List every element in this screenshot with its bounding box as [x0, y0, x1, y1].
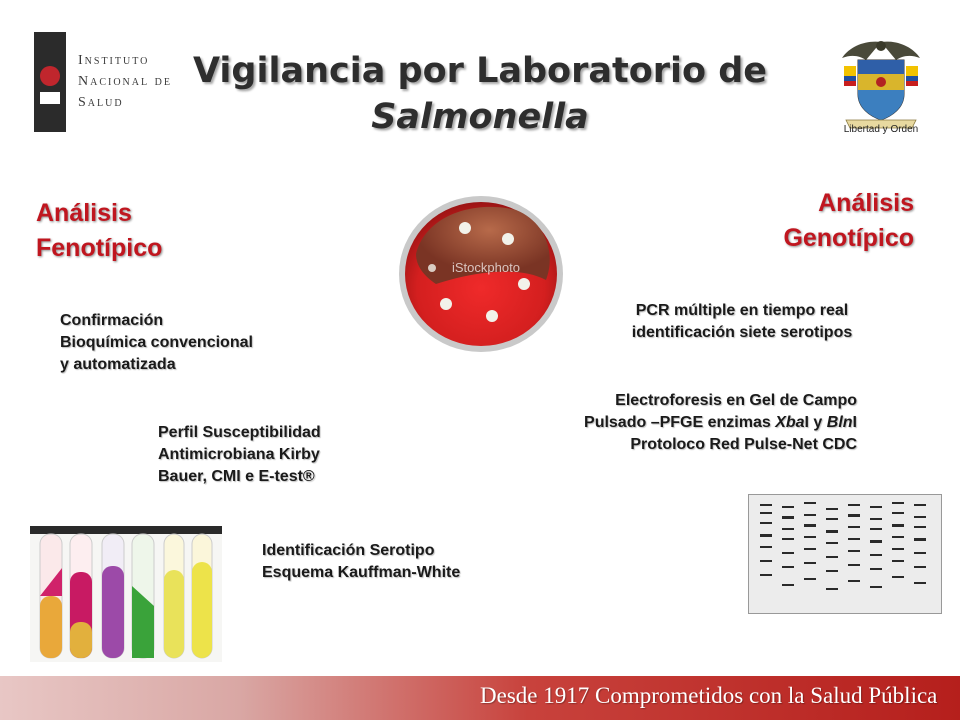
biochemical-confirmation-text	[60, 310, 253, 376]
genotypic-heading-line-1: Análisis	[818, 189, 914, 217]
susceptibility-profile-text	[158, 422, 321, 488]
pcr-line-1: PCR múltiple en tiempo real	[635, 302, 849, 319]
confirmation-line-3: y automatizada	[60, 356, 176, 373]
pfge-line-1: Electroforesis en Gel de Campo	[615, 392, 857, 409]
genotypic-heading	[760, 186, 914, 256]
logo-line-2: Nacional de	[78, 74, 172, 89]
phenotypic-heading	[36, 196, 162, 266]
serotype-line-1: Identificación Serotipo	[262, 542, 435, 559]
serotype-line-2: Esquema Kauffman-White	[262, 564, 461, 581]
pfge-line-2-c: I	[852, 414, 857, 431]
logo-line-3: Salud	[78, 95, 124, 110]
ins-logo	[34, 32, 184, 136]
serotype-identification-text	[262, 540, 460, 584]
gel-bands-icon	[748, 494, 942, 614]
phenotypic-heading-line-1: Análisis	[36, 199, 132, 227]
pfge-gel-image	[748, 494, 942, 614]
profile-line-3: Bauer, CMI e E-test®	[158, 468, 315, 485]
title-line-2: Salmonella	[371, 97, 589, 137]
pfge-enzyme-1: Xba	[775, 414, 805, 431]
petri-dish-image	[396, 194, 566, 354]
petri-watermark: iStockphoto	[452, 260, 520, 275]
footer-slogan: Desde 1917 Comprometidos con la Salud Pública	[480, 683, 938, 708]
logo-line-1: Instituto	[78, 53, 150, 68]
confirmation-line-1: Confirmación	[60, 312, 164, 329]
pfge-text	[500, 390, 857, 456]
ins-logo-text	[78, 50, 172, 113]
phenotypic-heading-line-2: Fenotípico	[36, 234, 163, 262]
footer-banner	[0, 676, 960, 720]
culture-tubes-image	[30, 526, 222, 662]
test-tubes-icon	[30, 526, 222, 662]
pfge-line-2-a: Pulsado –PFGE enzimas	[584, 414, 776, 431]
pcr-line-2: identificación siete serotipos	[631, 324, 853, 341]
pfge-line-2-b: I y	[804, 414, 827, 431]
pfge-enzyme-2: Bln	[826, 414, 853, 431]
profile-line-2: Antimicrobiana Kirby	[158, 446, 320, 463]
multiplex-pcr-text	[590, 300, 894, 344]
coat-of-arms	[836, 36, 926, 140]
pfge-line-3: Protoloco Red Pulse-Net CDC	[630, 436, 857, 453]
genotypic-heading-line-2: Genotípico	[783, 224, 914, 252]
shield-motto: Libertad y Orden	[843, 124, 919, 135]
confirmation-line-2: Bioquímica convencional	[60, 334, 253, 351]
title-line-1: Vigilancia por Laboratorio de	[192, 51, 768, 91]
profile-line-1: Perfil Susceptibilidad	[158, 424, 321, 441]
ins-logo-mark	[34, 32, 66, 132]
page-title	[180, 48, 780, 140]
pfge-line-2	[500, 412, 857, 434]
